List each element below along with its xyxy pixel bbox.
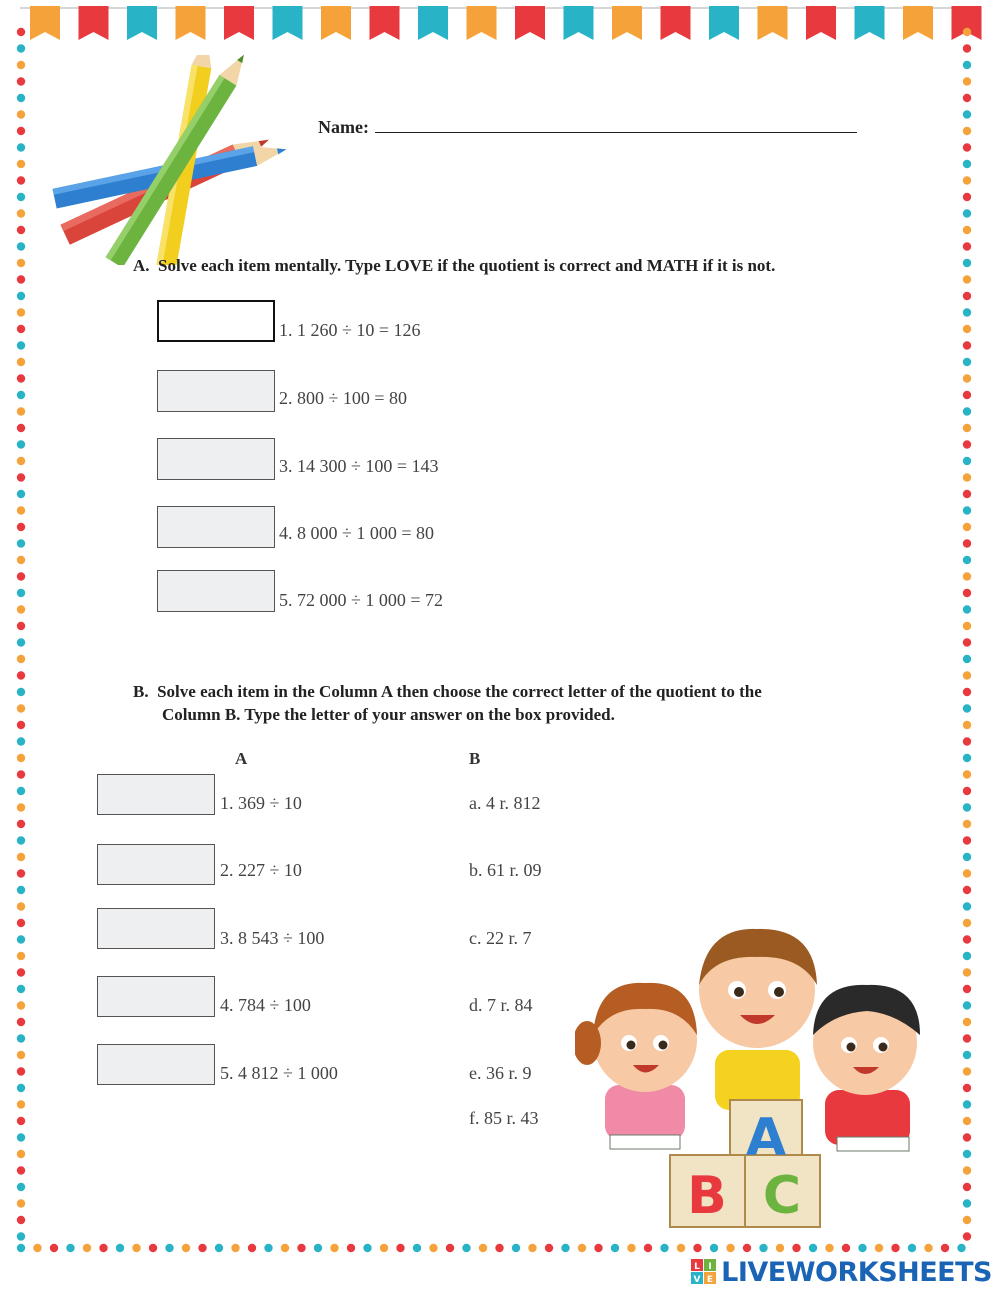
- border-dot: [963, 1183, 971, 1191]
- column-b-item-a: a. 4 r. 812: [469, 793, 541, 813]
- border-dot: [165, 1244, 173, 1252]
- border-dot: [17, 787, 25, 795]
- column-a-header: A: [235, 749, 248, 768]
- column-b-header: B: [469, 749, 481, 768]
- border-dot: [776, 1244, 784, 1252]
- border-dot: [17, 1001, 25, 1009]
- border-dot: [17, 110, 25, 118]
- border-dot: [17, 985, 25, 993]
- column-b-item-f: f. 85 r. 43: [469, 1108, 539, 1128]
- column-b-item-d: d. 7 r. 84: [469, 995, 533, 1015]
- border-dot: [963, 1166, 971, 1174]
- column-b-item-c: c. 22 r. 7: [469, 928, 532, 948]
- border-dot: [17, 737, 25, 745]
- border-dot: [963, 886, 971, 894]
- answer-box-b4[interactable]: [97, 976, 215, 1017]
- border-dot: [963, 737, 971, 745]
- border-dot: [17, 259, 25, 267]
- border-dot: [963, 539, 971, 547]
- liveworksheets-logo: [691, 1257, 992, 1287]
- border-dot: [116, 1244, 124, 1252]
- border-dot: [380, 1244, 388, 1252]
- border-dot: [17, 968, 25, 976]
- border-dot: [462, 1244, 470, 1252]
- border-dot: [132, 1244, 140, 1252]
- border-dot: [963, 1232, 971, 1240]
- border-dot: [17, 704, 25, 712]
- border-dot: [963, 292, 971, 300]
- border-dot: [963, 391, 971, 399]
- column-a-item-5: 5. 4 812 ÷ 1 000: [220, 1063, 338, 1083]
- border-dot: [963, 94, 971, 102]
- border-dot: [963, 209, 971, 217]
- border-dot: [17, 1216, 25, 1224]
- answer-box-a3[interactable]: [157, 438, 275, 480]
- border-dot: [677, 1244, 685, 1252]
- border-dot: [182, 1244, 190, 1252]
- border-dot: [963, 490, 971, 498]
- border-dot: [17, 853, 25, 861]
- border-dot: [963, 473, 971, 481]
- border-dot: [17, 1166, 25, 1174]
- border-dot: [743, 1244, 751, 1252]
- border-dot: [809, 1244, 817, 1252]
- border-dot: [17, 407, 25, 415]
- border-dot: [963, 308, 971, 316]
- border-dot: [924, 1244, 932, 1252]
- border-dot: [17, 61, 25, 69]
- border-dot: [545, 1244, 553, 1252]
- border-dot: [17, 127, 25, 135]
- border-dot: [963, 787, 971, 795]
- border-dot: [963, 556, 971, 564]
- border-dot: [17, 77, 25, 85]
- border-dot: [17, 1150, 25, 1158]
- border-dot: [963, 935, 971, 943]
- border-dot: [963, 688, 971, 696]
- border-dot: [963, 176, 971, 184]
- border-dot: [231, 1244, 239, 1252]
- border-dot: [17, 1018, 25, 1026]
- svg-text:I: I: [708, 1262, 712, 1272]
- liveworksheets-logo-icon: [691, 1259, 717, 1285]
- border-dot: [17, 308, 25, 316]
- border-dot: [644, 1244, 652, 1252]
- section-b-letter: B.: [133, 682, 149, 701]
- border-dot: [17, 919, 25, 927]
- border-dot: [17, 655, 25, 663]
- border-dot: [17, 424, 25, 432]
- answer-box-b5[interactable]: [97, 1044, 215, 1085]
- border-dot: [17, 374, 25, 382]
- border-dot: [858, 1244, 866, 1252]
- border-dot: [594, 1244, 602, 1252]
- border-dot: [710, 1244, 718, 1252]
- border-dot: [17, 952, 25, 960]
- border-dot: [963, 655, 971, 663]
- border-dot: [17, 457, 25, 465]
- column-a-item-3: 3. 8 543 ÷ 100: [220, 928, 325, 948]
- border-dot: [963, 193, 971, 201]
- border-dot: [17, 28, 25, 36]
- border-dot: [963, 605, 971, 613]
- border-dot: [963, 506, 971, 514]
- border-dot: [495, 1244, 503, 1252]
- border-dot: [17, 358, 25, 366]
- border-dot: [17, 1199, 25, 1207]
- border-dot: [17, 490, 25, 498]
- border-dot: [99, 1244, 107, 1252]
- border-dot: [83, 1244, 91, 1252]
- border-dot: [963, 770, 971, 778]
- border-dot: [963, 1051, 971, 1059]
- border-dot: [963, 836, 971, 844]
- svg-text:V: V: [693, 1275, 701, 1285]
- colored-pencils-illustration: [35, 55, 305, 265]
- border-dot: [17, 589, 25, 597]
- border-dot: [396, 1244, 404, 1252]
- border-dot: [759, 1244, 767, 1252]
- border-dot: [963, 523, 971, 531]
- border-dot: [963, 754, 971, 762]
- border-dot: [17, 523, 25, 531]
- border-dot: [17, 1051, 25, 1059]
- border-dot: [963, 902, 971, 910]
- border-dot: [963, 820, 971, 828]
- name-underline[interactable]: [375, 116, 857, 133]
- border-dot: [17, 886, 25, 894]
- border-dot: [215, 1244, 223, 1252]
- border-dot: [963, 721, 971, 729]
- question-a1: 1. 1 260 ÷ 10 = 126: [279, 320, 421, 340]
- border-dot: [17, 556, 25, 564]
- border-dot: [17, 1067, 25, 1075]
- border-dot: [17, 622, 25, 630]
- border-dot: [963, 143, 971, 151]
- border-dot: [963, 440, 971, 448]
- border-dot: [963, 61, 971, 69]
- column-b-item-e: e. 36 r. 9: [469, 1063, 532, 1083]
- border-dot: [842, 1244, 850, 1252]
- border-dot: [963, 1018, 971, 1026]
- border-dot: [963, 622, 971, 630]
- border-dot: [17, 242, 25, 250]
- border-dot: [963, 160, 971, 168]
- border-dot: [17, 1084, 25, 1092]
- border-dot: [941, 1244, 949, 1252]
- border-dot: [963, 853, 971, 861]
- border-dot: [693, 1244, 701, 1252]
- border-dot: [578, 1244, 586, 1252]
- border-dot: [17, 869, 25, 877]
- border-dot: [561, 1244, 569, 1252]
- svg-text:E: E: [707, 1275, 714, 1285]
- border-dot: [17, 44, 25, 52]
- border-dot: [963, 869, 971, 877]
- border-dot: [17, 754, 25, 762]
- border-dot: [963, 1001, 971, 1009]
- border-dot: [297, 1244, 305, 1252]
- border-dot: [611, 1244, 619, 1252]
- border-dot: [479, 1244, 487, 1252]
- border-dot: [17, 605, 25, 613]
- border-dot: [17, 1183, 25, 1191]
- border-dot: [963, 1067, 971, 1075]
- border-dot: [330, 1244, 338, 1252]
- border-dot: [792, 1244, 800, 1252]
- border-dot: [17, 638, 25, 646]
- border-dot: [963, 704, 971, 712]
- border-dot: [963, 127, 971, 135]
- column-b-item-b: b. 61 r. 09: [469, 860, 542, 880]
- border-dot: [50, 1244, 58, 1252]
- border-dot: [963, 589, 971, 597]
- question-a5: 5. 72 000 ÷ 1 000 = 72: [279, 590, 444, 610]
- section-b-text-line1: Solve each item in the Column A then choose the correct letter of the quotient to the: [157, 682, 762, 701]
- border-dot: [17, 803, 25, 811]
- border-dot: [963, 424, 971, 432]
- border-dot: [363, 1244, 371, 1252]
- name-label: Name:: [318, 117, 369, 137]
- border-dot: [963, 952, 971, 960]
- answer-box-a1[interactable]: [157, 300, 275, 342]
- border-dot: [17, 209, 25, 217]
- answer-box-a5[interactable]: [157, 570, 275, 612]
- border-dot: [963, 671, 971, 679]
- border-dot: [512, 1244, 520, 1252]
- border-dot: [17, 226, 25, 234]
- border-dot: [963, 275, 971, 283]
- border-dot: [963, 44, 971, 52]
- border-dot: [963, 572, 971, 580]
- border-dot: [891, 1244, 899, 1252]
- section-b-text-line2: Column B. Type the letter of your answer on the box provided.: [162, 705, 615, 724]
- border-dot: [17, 902, 25, 910]
- column-a-item-4: 4. 784 ÷ 100: [220, 995, 311, 1015]
- border-dot: [963, 1117, 971, 1125]
- border-dot: [33, 1244, 41, 1252]
- border-dot: [17, 292, 25, 300]
- border-dot: [963, 803, 971, 811]
- border-dot: [963, 1100, 971, 1108]
- border-dot: [17, 820, 25, 828]
- block-c-letter: C: [762, 1166, 802, 1226]
- border-dot: [17, 506, 25, 514]
- border-dot: [528, 1244, 536, 1252]
- border-dot: [17, 391, 25, 399]
- answer-box-b2[interactable]: [97, 844, 215, 885]
- border-dot: [17, 1244, 25, 1252]
- border-dot: [17, 1232, 25, 1240]
- border-dot: [963, 1133, 971, 1141]
- border-dot: [17, 770, 25, 778]
- border-dot: [17, 935, 25, 943]
- border-dot: [726, 1244, 734, 1252]
- border-dot: [198, 1244, 206, 1252]
- border-dot: [963, 457, 971, 465]
- border-dot: [17, 1034, 25, 1042]
- border-dot: [963, 968, 971, 976]
- border-dot: [149, 1244, 157, 1252]
- border-dot: [17, 671, 25, 679]
- border-dot: [660, 1244, 668, 1252]
- border-dot: [17, 1100, 25, 1108]
- border-dot: [17, 539, 25, 547]
- svg-text:L: L: [694, 1262, 701, 1272]
- border-dot: [963, 1216, 971, 1224]
- border-dot: [957, 1244, 965, 1252]
- border-dot: [963, 985, 971, 993]
- border-dot: [347, 1244, 355, 1252]
- border-dot: [17, 1117, 25, 1125]
- border-dot: [963, 110, 971, 118]
- border-dot: [264, 1244, 272, 1252]
- border-dot: [17, 688, 25, 696]
- section-a-instruction: [133, 254, 775, 277]
- border-dot: [17, 721, 25, 729]
- border-dot: [963, 1034, 971, 1042]
- border-dot: [17, 94, 25, 102]
- border-dot: [17, 275, 25, 283]
- border-dot: [875, 1244, 883, 1252]
- border-dot: [17, 836, 25, 844]
- question-a2: 2. 800 ÷ 100 = 80: [279, 388, 408, 408]
- answer-box-a2[interactable]: [157, 370, 275, 412]
- block-a-letter: A: [745, 1108, 787, 1168]
- border-dot: [963, 374, 971, 382]
- border-dot: [963, 1199, 971, 1207]
- question-a3: 3. 14 300 ÷ 100 = 143: [279, 456, 439, 476]
- border-dot: [17, 473, 25, 481]
- question-a4: 4. 8 000 ÷ 1 000 = 80: [279, 523, 435, 543]
- border-dot: [963, 1084, 971, 1092]
- border-dot: [446, 1244, 454, 1252]
- border-dot: [17, 341, 25, 349]
- section-a-text: Solve each item mentally. Type LOVE if the quotient is correct and MATH if it is not.: [158, 256, 776, 275]
- border-dot: [248, 1244, 256, 1252]
- name-field: [318, 116, 857, 138]
- answer-box-b1[interactable]: [97, 774, 215, 815]
- border-dot: [963, 325, 971, 333]
- section-a-letter: A.: [133, 256, 150, 275]
- border-dot: [17, 572, 25, 580]
- section-b-instruction: [133, 680, 762, 703]
- kids-reading-illustration: [575, 915, 945, 1230]
- border-dot: [17, 325, 25, 333]
- border-dot: [17, 193, 25, 201]
- border-dot: [963, 226, 971, 234]
- border-dot: [825, 1244, 833, 1252]
- border-dot: [66, 1244, 74, 1252]
- column-a-item-1: 1. 369 ÷ 10: [220, 793, 302, 813]
- border-dot: [281, 1244, 289, 1252]
- answer-box-a4[interactable]: [157, 506, 275, 548]
- border-dot: [17, 440, 25, 448]
- column-a-item-2: 2. 227 ÷ 10: [220, 860, 302, 880]
- border-dot: [963, 341, 971, 349]
- answer-box-b3[interactable]: [97, 908, 215, 949]
- border-dot: [963, 407, 971, 415]
- border-dot: [963, 259, 971, 267]
- border-dot: [627, 1244, 635, 1252]
- border-dot: [963, 358, 971, 366]
- border-dot: [17, 176, 25, 184]
- border-dot: [963, 919, 971, 927]
- border-dot: [17, 1133, 25, 1141]
- border-dot: [963, 77, 971, 85]
- border-dot: [963, 638, 971, 646]
- border-dot: [963, 28, 971, 36]
- border-dot: [963, 1150, 971, 1158]
- liveworksheets-brand-text: LIVEWORKSHEETS: [721, 1256, 992, 1288]
- border-dot: [314, 1244, 322, 1252]
- border-dot: [413, 1244, 421, 1252]
- border-dot: [17, 160, 25, 168]
- border-dot: [17, 143, 25, 151]
- block-b-letter: B: [687, 1166, 727, 1226]
- border-dot: [429, 1244, 437, 1252]
- border-dot: [908, 1244, 916, 1252]
- border-dot: [963, 242, 971, 250]
